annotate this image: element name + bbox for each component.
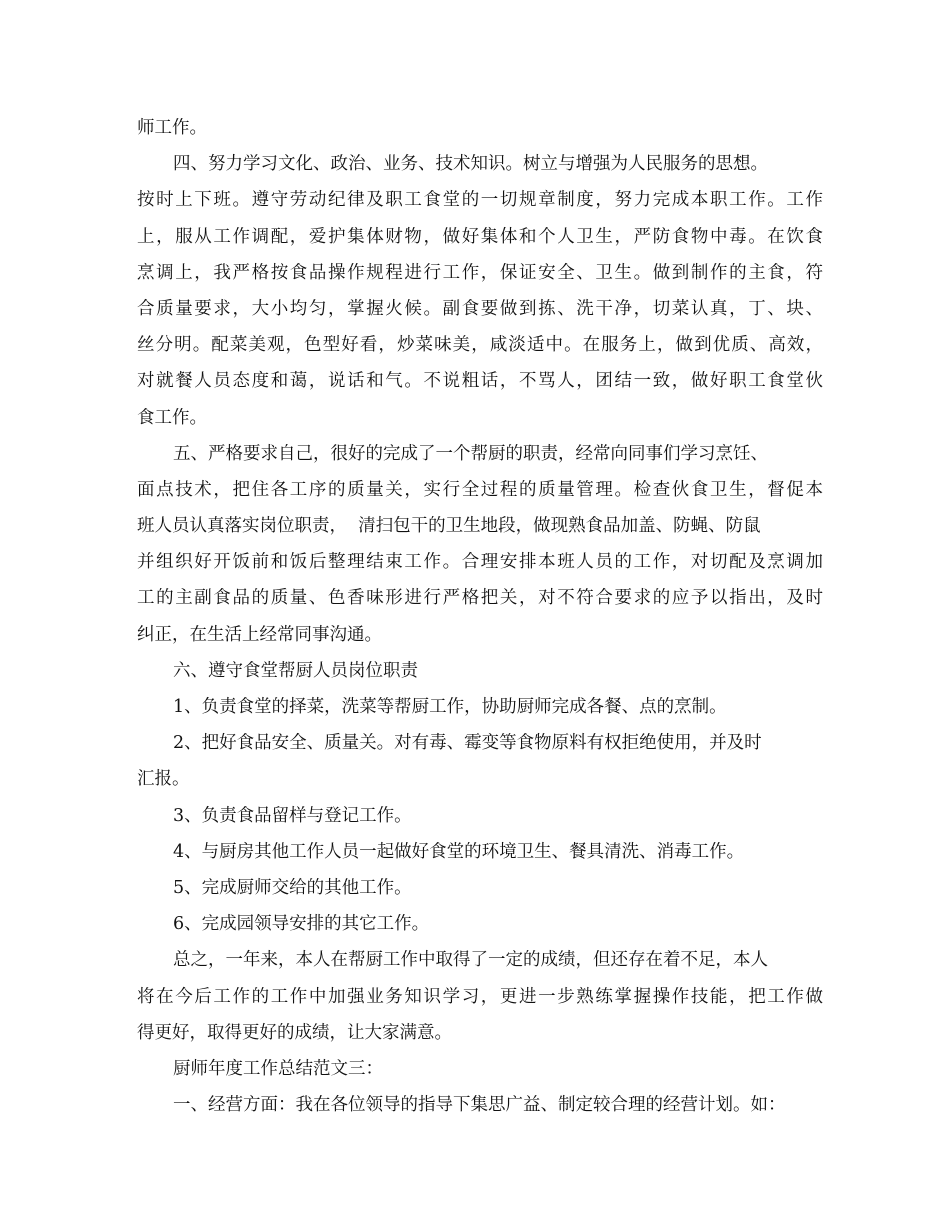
text-line: 将在今后工作的工作中加强业务知识学习，更进一步熟练掌握操作技能，把工作做 (137, 986, 823, 1007)
text-line: 合质量要求，大小均匀，掌握火候。副食要做到拣、洗干净，切菜认真，丁、块、 (137, 298, 823, 319)
text-line: 烹调上，我严格按食品操作规程进行工作，保证安全、卫生。做到制作的主食，符 (137, 262, 823, 283)
text-line: 面点技术，把住各工序的质量关，实行全过程的质量管理。检查伙食卫生，督促本 (137, 479, 823, 500)
text-line: 纠正，在生活上经常同事沟通。 (137, 624, 382, 645)
text-line: 班人员认真落实岗位职责， 清扫包干的卫生地段，做现熟食品加盖、防蝇、防鼠 (137, 516, 761, 537)
text-line: 丝分明。配菜美观，色型好看，炒菜味美，咸淡适中。在服务上，做到优质、高效， (137, 335, 823, 356)
text-line: 并组织好开饭前和饭后整理结束工作。合理安排本班人员的工作，对切配及烹调加 (137, 552, 823, 573)
paragraph-start-line: 四、努力学习文化、政治、业务、技术知识。树立与增强为人民服务的思想。 (173, 154, 768, 175)
list-item-line: 6、完成园领导安排的其它工作。 (173, 914, 430, 935)
paragraph-start-line: 一、经营方面：我在各位领导的指导下集思广益、制定较合理的经营计划。如： (173, 1095, 786, 1116)
text-line: 得更好，取得更好的成绩，让大家满意。 (137, 1022, 452, 1043)
text-line: 工的主副食品的质量、色香味形进行严格把关，对不符合要求的应予以指出，及时 (137, 588, 823, 609)
text-line: 食工作。 (137, 407, 207, 428)
document-body (137, 110, 823, 1123)
list-item-line: 3、负责食品留样与登记工作。 (173, 805, 412, 826)
paragraph-start-line: 五、严格要求自己，很好的完成了一个帮厨的职责，经常向同事们学习烹饪、 (173, 443, 768, 464)
text-line: 对就餐人员态度和蔼，说话和气。不说粗话，不骂人，团结一致，做好职工食堂伙 (137, 371, 823, 392)
section-heading-line: 六、遵守食堂帮厨人员岗位职责 (173, 660, 418, 681)
text-line: 上，服从工作调配，爱护集体财物，做好集体和个人卫生，严防食物中毒。在饮食 (137, 226, 823, 247)
paragraph-start-line: 总之，一年来，本人在帮厨工作中取得了一定的成绩，但还存在着不足，本人 (173, 950, 768, 971)
list-item-line: 4、与厨房其他工作人员一起做好食堂的环境卫生、餐具清洗、消毒工作。 (173, 841, 745, 862)
list-item-line: 1、负责食堂的择菜，洗菜等帮厨工作，协助厨师完成各餐、点的烹制。 (173, 697, 727, 717)
list-item-line: 2、把好食品安全、质量关。对有毒、霉变等食物原料有权拒绝使用，并及时 (173, 733, 762, 754)
section-heading-line: 厨师年度工作总结范文三： (173, 1058, 383, 1079)
text-line: 师工作。 (137, 118, 207, 138)
text-line: 汇报。 (137, 769, 190, 790)
list-item-line: 5、完成厨师交给的其他工作。 (173, 877, 412, 898)
text-line: 按时上下班。遵守劳动纪律及职工食堂的一切规章制度，努力完成本职工作。工作 (137, 190, 823, 211)
